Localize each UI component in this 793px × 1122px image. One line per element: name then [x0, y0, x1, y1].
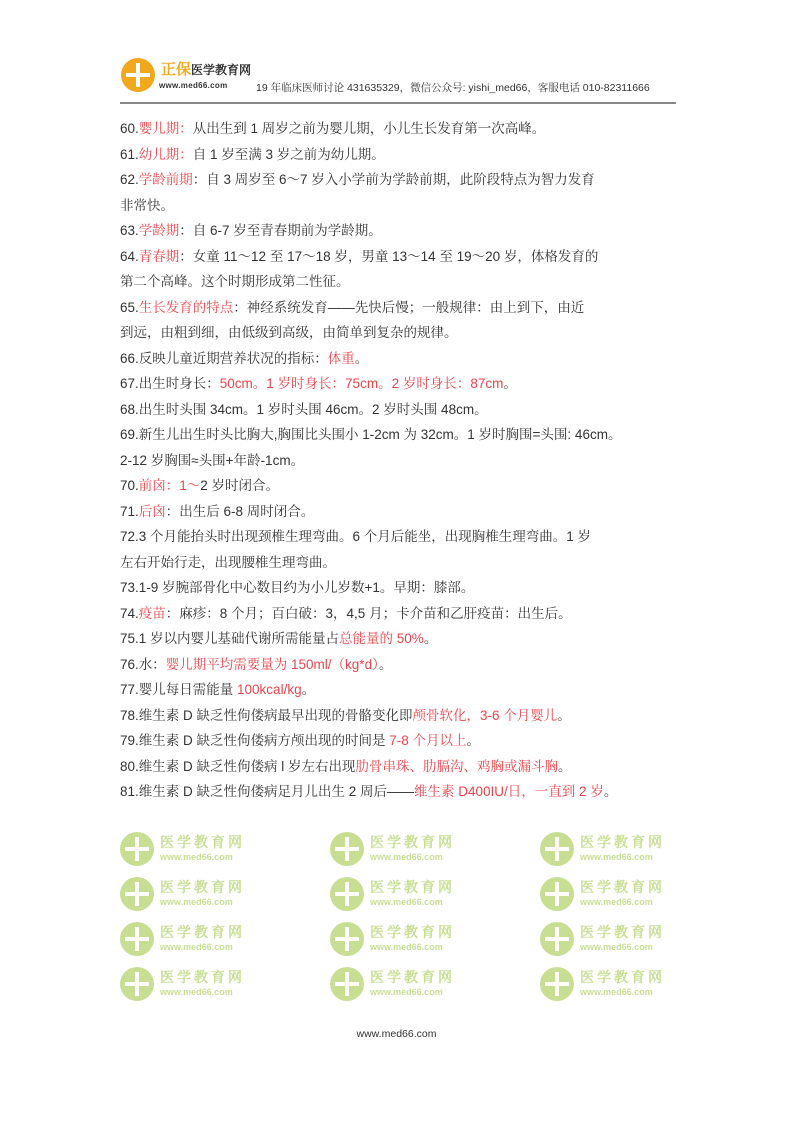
highlight-text: 肋骨串珠、肋膈沟、鸡胸或漏斗胸 — [355, 758, 559, 774]
watermark-url: www.med66.com — [580, 987, 653, 997]
item-text: 75.1 岁以内婴儿基础代谢所需能量占 — [120, 631, 340, 646]
item-text: 65. — [120, 299, 139, 315]
watermark — [540, 830, 670, 870]
header-info: 19 年临床医师讨论 431635329，微信公众号: yishi_med66，客服电话 010-82311666 — [256, 82, 650, 94]
highlight-text: 青春期 — [138, 248, 180, 264]
watermark-url: www.med66.com — [370, 942, 443, 952]
watermark-url: www.med66.com — [160, 897, 233, 907]
item-text: 从出生到 1 周岁之前为婴儿期，小儿生长发育第一次高峰。 — [192, 121, 546, 136]
watermark-url: www.med66.com — [580, 852, 653, 862]
item-text: 。 — [503, 376, 517, 391]
watermark-url: www.med66.com — [580, 942, 653, 952]
list-item — [120, 295, 720, 346]
list-item — [120, 703, 720, 729]
list-item — [120, 371, 720, 397]
list-item — [120, 728, 720, 754]
watermark-logo-icon — [540, 832, 574, 866]
watermark-text: 医学教育网 — [580, 879, 665, 895]
watermark-url: www.med66.com — [160, 852, 233, 862]
brand-main: 正保 — [161, 61, 192, 78]
logo-url: www.med66.com — [159, 81, 228, 90]
item-text: 到远，由粗到细，由低级到高级，由简单到复杂的规律。 — [120, 325, 458, 340]
highlight-text: 体重 — [327, 350, 355, 366]
watermark-logo-icon — [330, 967, 364, 1001]
list-item — [120, 142, 720, 168]
watermark — [120, 920, 250, 960]
watermark-text: 医学教育网 — [160, 969, 245, 985]
highlight-text: 100kcal/kg — [237, 682, 302, 697]
logo-brand — [161, 58, 251, 79]
item-text: ：麻疹：8 个月；百白破：3，4,5 月；卡介苗和乙肝疫苗：出生后。 — [165, 605, 572, 621]
item-text: 68.出生时头围 34cm。1 岁时头围 46cm。2 岁时头围 48cm。 — [120, 401, 488, 417]
item-text: 66.反映儿童近期营养状况的指标： — [120, 350, 328, 366]
item-text: 69.新生儿出生时头比胸大,胸围比头围小 1-2cm 为 32cm。1 岁时胸围=头围: 46cm。 — [120, 427, 622, 442]
highlight-text: 后囟 — [138, 503, 166, 519]
header-divider — [120, 102, 676, 104]
item-text: 62. — [120, 172, 139, 187]
item-text: 。 — [301, 682, 316, 697]
watermark — [330, 920, 460, 960]
watermark-url: www.med66.com — [370, 852, 443, 862]
item-text: 2-12 岁胸围≈头围+年龄-1cm。 — [120, 452, 305, 468]
item-text: ：女童 11～12 至 17～18 岁，男童 13～14 至 19～20 岁，体格发育的 — [179, 248, 599, 264]
highlight-text: 总能量的 50% — [339, 631, 424, 646]
footer-url: www.med66.com — [356, 1028, 437, 1040]
item-text: 79.维生素 D 缺乏性佝偻病方颅出现的时间是 — [120, 733, 390, 748]
watermark — [540, 920, 670, 960]
list-item — [120, 473, 720, 499]
list-item — [120, 626, 720, 652]
logo — [121, 56, 251, 96]
item-text: 67.出生时身长： — [120, 376, 220, 391]
item-text: 70. — [120, 478, 139, 493]
highlight-text: 婴儿期： — [138, 121, 193, 136]
watermark-logo-icon — [120, 832, 154, 866]
item-text: 61. — [120, 146, 139, 162]
list-item — [120, 601, 720, 627]
watermark-url: www.med66.com — [370, 987, 443, 997]
item-text: 78.维生素 D 缺乏性佝偻病最早出现的骨骼变化即 — [120, 707, 413, 723]
watermark-url: www.med66.com — [370, 897, 443, 907]
item-text: 80.维生素 D 缺乏性佝偻病 l 岁左右出现 — [120, 758, 356, 774]
watermark-text: 医学教育网 — [370, 969, 455, 985]
item-text: 。 — [354, 350, 369, 366]
item-text: 非常快。 — [120, 197, 174, 213]
brand-sub: 医学教育网 — [191, 63, 252, 77]
watermark — [540, 965, 670, 1005]
watermark-text: 医学教育网 — [370, 879, 455, 895]
item-text: 。 — [378, 656, 393, 672]
item-text: ：自 6-7 岁至青春期前为学龄期。 — [179, 223, 382, 238]
watermark-logo-icon — [120, 967, 154, 1001]
watermark-logo-icon — [120, 922, 154, 956]
item-text: 。 — [557, 707, 571, 723]
item-text: 73.1-9 岁腕部骨化中心数目约为小儿岁数+1。早期：膝部。 — [120, 580, 475, 595]
item-text: 74. — [120, 605, 139, 621]
watermark-text: 医学教育网 — [580, 969, 665, 985]
highlight-text: 学龄期 — [138, 223, 180, 238]
watermark-logo-icon — [540, 967, 574, 1001]
item-text: 63. — [120, 223, 139, 238]
watermark-url: www.med66.com — [160, 942, 233, 952]
watermark-logo-icon — [540, 877, 574, 911]
highlight-text: 7-8 个月以上 — [389, 733, 467, 748]
highlight-text: 婴儿期平均需要量为 150ml/（kg*d） — [165, 656, 379, 672]
item-text: ：神经系统发育——先快后慢；一般规律：由上到下，由近 — [233, 299, 585, 315]
list-item — [120, 779, 720, 805]
item-text: 64. — [120, 248, 139, 264]
item-text: 第二个高峰。这个时期形成第二性征。 — [120, 274, 350, 289]
list-item — [120, 422, 720, 473]
watermark-logo-icon — [330, 832, 364, 866]
item-text: 72.3 个月能抬头时出现颈椎生理弯曲。6 个月后能坐，出现胸椎生理弯曲。1 岁 — [120, 529, 592, 544]
list-item — [120, 677, 720, 703]
watermark-logo-icon — [120, 877, 154, 911]
list-item — [120, 499, 720, 525]
item-text: 左右开始行走，出现腰椎生理弯曲。 — [120, 554, 336, 570]
item-text: ：自 3 周岁至 6～7 岁入小学前为学龄前期，此阶段特点为智力发育 — [192, 172, 595, 187]
watermark-url: www.med66.com — [160, 987, 233, 997]
highlight-text: 疫苗 — [138, 605, 166, 621]
list-item — [120, 524, 720, 575]
highlight-text: 维生素 D400IU/日，一直到 2 岁 — [414, 784, 604, 799]
highlight-text: 前囟：1～ — [138, 478, 201, 493]
highlight-text: 学龄前期 — [138, 172, 193, 187]
item-text: 。 — [558, 758, 572, 774]
watermark-text: 医学教育网 — [580, 834, 665, 850]
watermark-logo-icon — [330, 922, 364, 956]
list-item — [120, 397, 720, 423]
list-item — [120, 652, 720, 678]
watermark-text: 医学教育网 — [160, 834, 245, 850]
list-item — [120, 244, 720, 295]
watermark-logo-icon — [330, 877, 364, 911]
highlight-text: 生长发育的特点 — [138, 299, 234, 315]
logo-icon — [121, 58, 155, 92]
watermark — [330, 875, 460, 915]
watermark-text: 医学教育网 — [160, 924, 245, 940]
item-text: 81.维生素 D 缺乏性佝偻病足月儿出生 2 周后—— — [120, 784, 415, 799]
item-text: ：出生后 6-8 周时闭合。 — [165, 503, 315, 519]
watermark-text: 医学教育网 — [160, 879, 245, 895]
list-item — [120, 218, 720, 244]
item-text: 60. — [120, 121, 139, 136]
watermark — [540, 875, 670, 915]
highlight-text: 50cm。1 岁时身长：75cm。2 岁时身长：87cm — [219, 376, 504, 391]
item-text: 77.婴儿每日需能量 — [120, 682, 238, 697]
item-text: 。 — [423, 631, 438, 646]
watermark-text: 医学教育网 — [370, 834, 455, 850]
watermark — [120, 875, 250, 915]
item-text: 2 岁时闭合。 — [200, 478, 280, 493]
watermark — [120, 830, 250, 870]
list-item — [120, 346, 720, 372]
list-item — [120, 116, 720, 142]
item-text: 71. — [120, 503, 139, 519]
document-body — [120, 116, 720, 805]
watermark — [330, 965, 460, 1005]
list-item — [120, 754, 720, 780]
watermark-text: 医学教育网 — [370, 924, 455, 940]
item-text: 。 — [466, 733, 481, 748]
list-item — [120, 167, 720, 218]
item-text: 76.水： — [120, 656, 166, 672]
watermark-url: www.med66.com — [580, 897, 653, 907]
highlight-text: 颅骨软化，3-6 个月婴儿 — [412, 707, 558, 723]
item-text: 自 1 岁至满 3 岁之前为幼儿期。 — [192, 146, 385, 162]
watermark-logo-icon — [540, 922, 574, 956]
list-item — [120, 575, 720, 601]
watermark-text: 医学教育网 — [580, 924, 665, 940]
item-text: 。 — [603, 784, 618, 799]
watermark — [120, 965, 250, 1005]
watermark — [330, 830, 460, 870]
highlight-text: 幼儿期： — [138, 146, 193, 162]
